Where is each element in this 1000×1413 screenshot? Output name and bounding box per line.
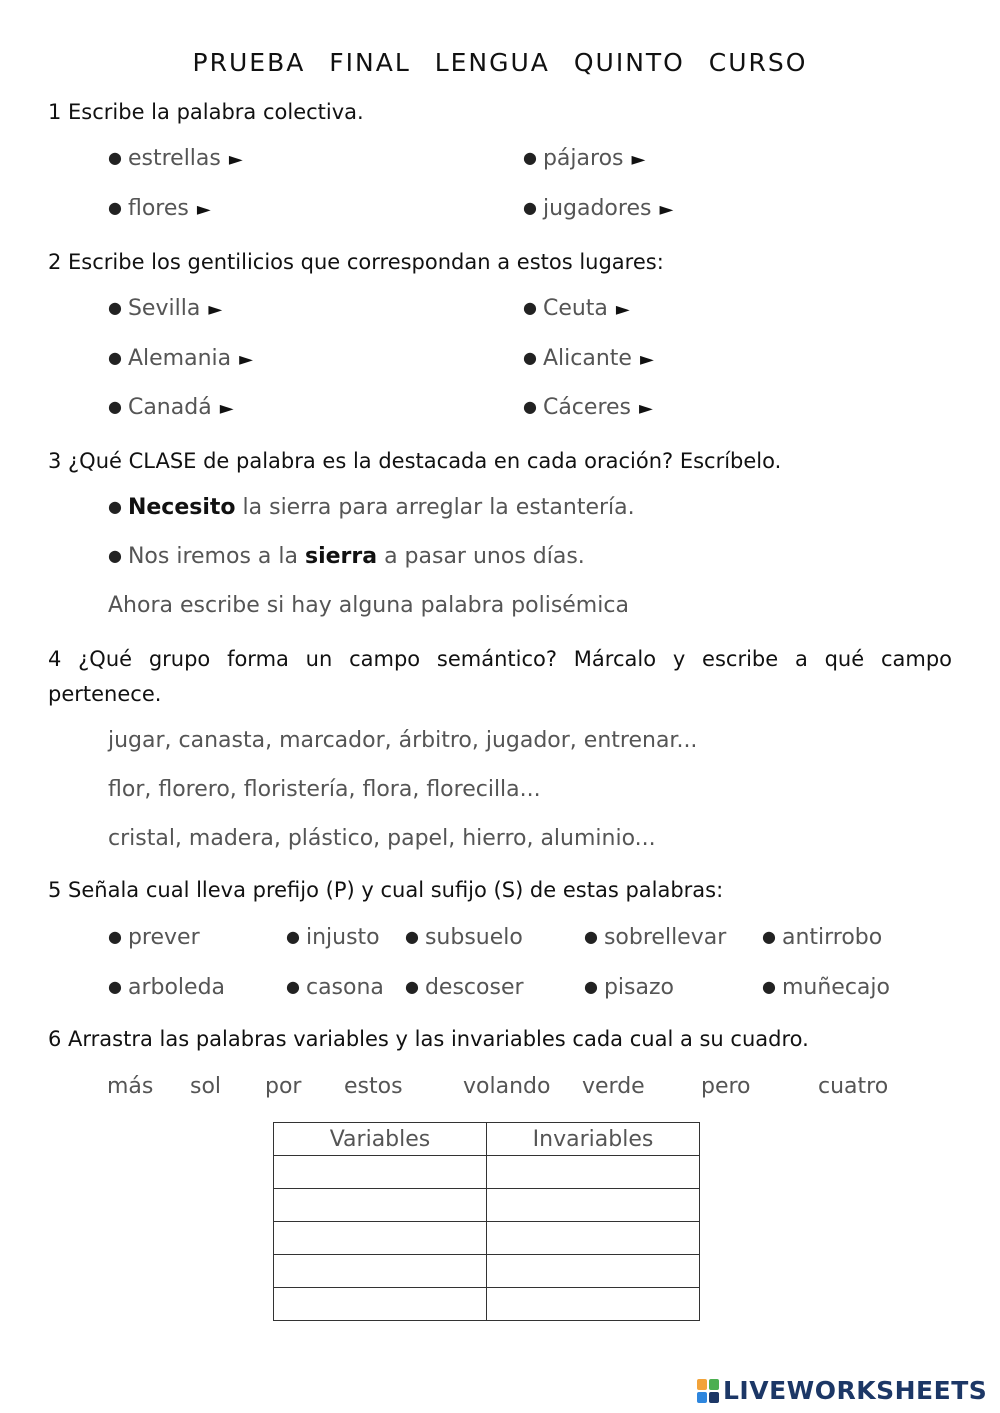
bullet-icon: ● [286, 927, 300, 946]
question-4-heading: 4 ¿Qué grupo forma un campo semántico? Márcalo y escribe a qué campo [48, 647, 952, 671]
q1-item: ● estrellas ► [108, 146, 243, 171]
q5-word: ● descoser [405, 975, 524, 1000]
question-6-heading: 6 Arrastra las palabras variables y las invariables cada cual a su cuadro. [48, 1027, 809, 1051]
drop-cell-invariables[interactable] [487, 1222, 700, 1255]
bullet-icon: ● [108, 927, 122, 946]
bullet-icon: ● [108, 497, 122, 516]
q5-word: ● subsuelo [405, 925, 523, 950]
bullet-icon: ● [108, 298, 122, 317]
bullet-icon: ● [108, 546, 122, 565]
q5-word: ● pisazo [584, 975, 674, 1000]
q5-word: ● arboleda [108, 975, 226, 1000]
q1-item: ● flores ► [108, 196, 211, 221]
q2-item: ● Sevilla ► [108, 296, 223, 321]
column-header-invariables: Invariables [487, 1123, 700, 1156]
q5-word: ● injusto [286, 925, 380, 950]
question-4-heading-cont: pertenece. [48, 682, 162, 706]
highlighted-word: sierra [304, 544, 378, 569]
bullet-icon: ● [762, 977, 776, 996]
drop-cell-invariables[interactable] [487, 1288, 700, 1321]
drop-cell-variables[interactable] [274, 1255, 487, 1288]
draggable-word[interactable]: por [265, 1074, 302, 1099]
drop-cell-variables[interactable] [274, 1288, 487, 1321]
brand-name: LIVEWORKSHEETS [723, 1376, 988, 1405]
question-2-heading: 2 Escribe los gentilicios que correspondan a estos lugares: [48, 250, 664, 274]
question-3-heading: 3 ¿Qué CLASE de palabra es la destacada en cada oración? Escríbelo. [48, 449, 782, 473]
bullet-icon: ● [286, 977, 300, 996]
drop-cell-invariables[interactable] [487, 1255, 700, 1288]
q1-item: ● jugadores ► [523, 196, 674, 221]
liveworksheets-logo [697, 1376, 987, 1405]
drop-cell-variables[interactable] [274, 1222, 487, 1255]
q5-word: ● prever [108, 925, 200, 950]
q5-word: ● muñecajo [762, 975, 890, 1000]
play-arrow-icon: ► [228, 149, 243, 170]
bullet-icon: ● [405, 977, 419, 996]
highlighted-word: Necesito [127, 495, 236, 520]
play-arrow-icon: ► [631, 149, 646, 170]
draggable-word[interactable]: volando [463, 1074, 551, 1099]
drop-cell-invariables[interactable] [487, 1189, 700, 1222]
q3-sentence-1: ● Necesito la sierra para arreglar la estantería. [108, 495, 635, 520]
q5-word: ● casona [286, 975, 384, 1000]
play-arrow-icon: ► [239, 349, 253, 370]
q3-sentence-2: ● Nos iremos a la sierra a pasar unos días. [108, 544, 585, 569]
bullet-icon: ● [523, 198, 537, 217]
play-arrow-icon: ► [208, 299, 223, 320]
bullet-icon: ● [108, 977, 122, 996]
q3-note: Ahora escribe si hay alguna palabra polisémica [108, 593, 629, 618]
q1-item: ● pájaros ► [523, 146, 646, 171]
q2-item: ● Canadá ► [108, 395, 234, 420]
draggable-word[interactable]: estos [344, 1074, 403, 1099]
q5-word: ● sobrellevar [584, 925, 727, 950]
page-title: PRUEBA FINAL LENGUA QUINTO CURSO [192, 48, 808, 77]
bullet-icon: ● [584, 977, 598, 996]
draggable-word[interactable]: cuatro [818, 1074, 889, 1099]
question-1-heading: 1 Escribe la palabra colectiva. [48, 100, 364, 124]
q4-group-materials[interactable]: cristal, madera, plástico, papel, hierro, aluminio... [108, 826, 656, 851]
column-header-variables: Variables [274, 1123, 487, 1156]
q5-word: ● antirrobo [762, 925, 883, 950]
play-arrow-icon: ► [219, 398, 234, 419]
bullet-icon: ● [405, 927, 419, 946]
bullet-icon: ● [108, 148, 122, 167]
bullet-icon: ● [523, 298, 537, 317]
q4-group-sports[interactable]: jugar, canasta, marcador, árbitro, jugador, entrenar... [108, 728, 698, 753]
play-arrow-icon: ► [639, 349, 654, 370]
bullet-icon: ● [108, 348, 122, 367]
drop-cell-invariables[interactable] [487, 1156, 700, 1189]
logo-mark-icon [697, 1379, 719, 1403]
q2-item: ● Cáceres ► [523, 395, 653, 420]
bullet-icon: ● [523, 397, 537, 416]
question-5-heading: 5 Señala cual lleva prefijo (P) y cual sufijo (S) de estas palabras: [48, 878, 724, 902]
bullet-icon: ● [523, 348, 537, 367]
bullet-icon: ● [108, 198, 122, 217]
sort-table [273, 1122, 700, 1321]
bullet-icon: ● [762, 927, 776, 946]
q2-item: ● Alemania ► [108, 346, 253, 371]
drop-cell-variables[interactable] [274, 1189, 487, 1222]
draggable-word[interactable]: más [107, 1074, 154, 1099]
bullet-icon: ● [584, 927, 598, 946]
drop-cell-variables[interactable] [274, 1156, 487, 1189]
bullet-icon: ● [523, 148, 537, 167]
draggable-word[interactable]: pero [701, 1074, 751, 1099]
draggable-word[interactable]: verde [582, 1074, 645, 1099]
q2-item: ● Alicante ► [523, 346, 654, 371]
play-arrow-icon: ► [659, 199, 674, 220]
q4-group-flowers[interactable]: flor, florero, floristería, flora, florecilla... [108, 777, 541, 802]
play-arrow-icon: ► [196, 199, 211, 220]
draggable-word[interactable]: sol [190, 1074, 222, 1099]
bullet-icon: ● [108, 397, 122, 416]
play-arrow-icon: ► [639, 398, 653, 419]
q2-item: ● Ceuta ► [523, 296, 630, 321]
play-arrow-icon: ► [615, 299, 630, 320]
